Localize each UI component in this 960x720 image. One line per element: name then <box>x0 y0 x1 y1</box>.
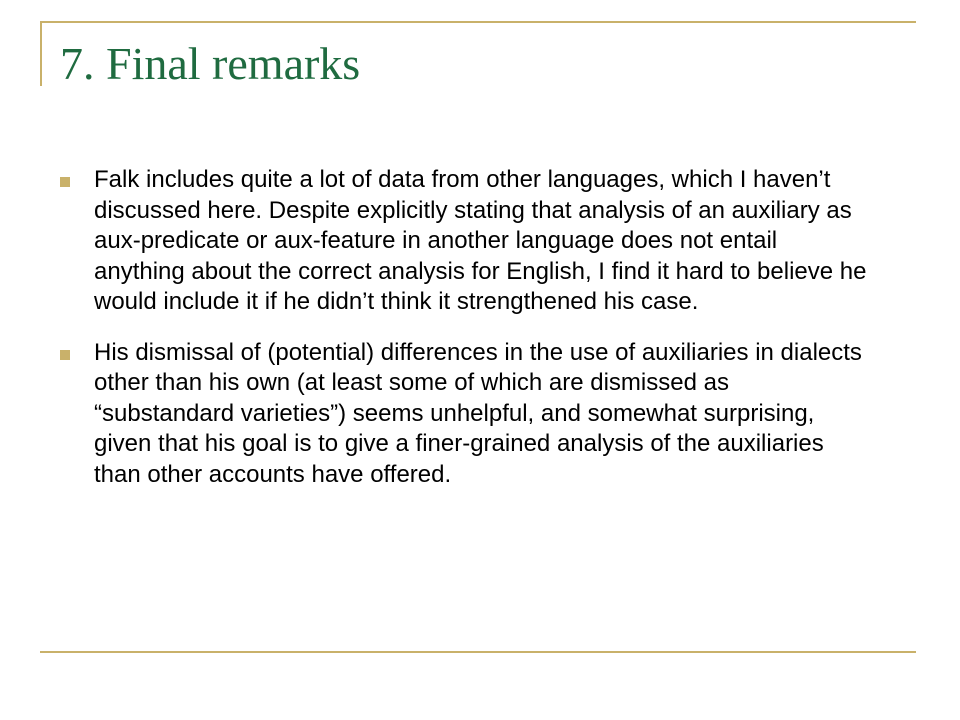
slide-title: 7. Final remarks <box>60 38 361 89</box>
square-bullet-icon <box>60 350 70 360</box>
bullet-item <box>60 338 870 491</box>
bullet-item <box>60 165 870 318</box>
square-bullet-icon <box>60 177 70 187</box>
bottom-divider <box>40 651 916 653</box>
bullet-text: Falk includes quite a lot of data from other languages, which I haven’t discussed here. Despite explicitly stating that analysis of an auxiliary as aux-predicate or aux-feature in another language does not entail anything about the correct analysis for English, I find it hard to believe he would include it if he didn’t think it strengthened his case. <box>94 166 867 315</box>
top-divider <box>40 21 916 23</box>
bullet-list <box>60 165 870 510</box>
left-accent-line <box>40 21 42 86</box>
bullet-text: His dismissal of (potential) differences in the use of auxiliaries in dialects other than his own (at least some of which are dismissed as “substandard varieties”) seems unhelpful, and somewhat surprising, given that his goal is to give a finer-grained analysis of the auxiliaries than other accounts have offered. <box>94 338 862 488</box>
